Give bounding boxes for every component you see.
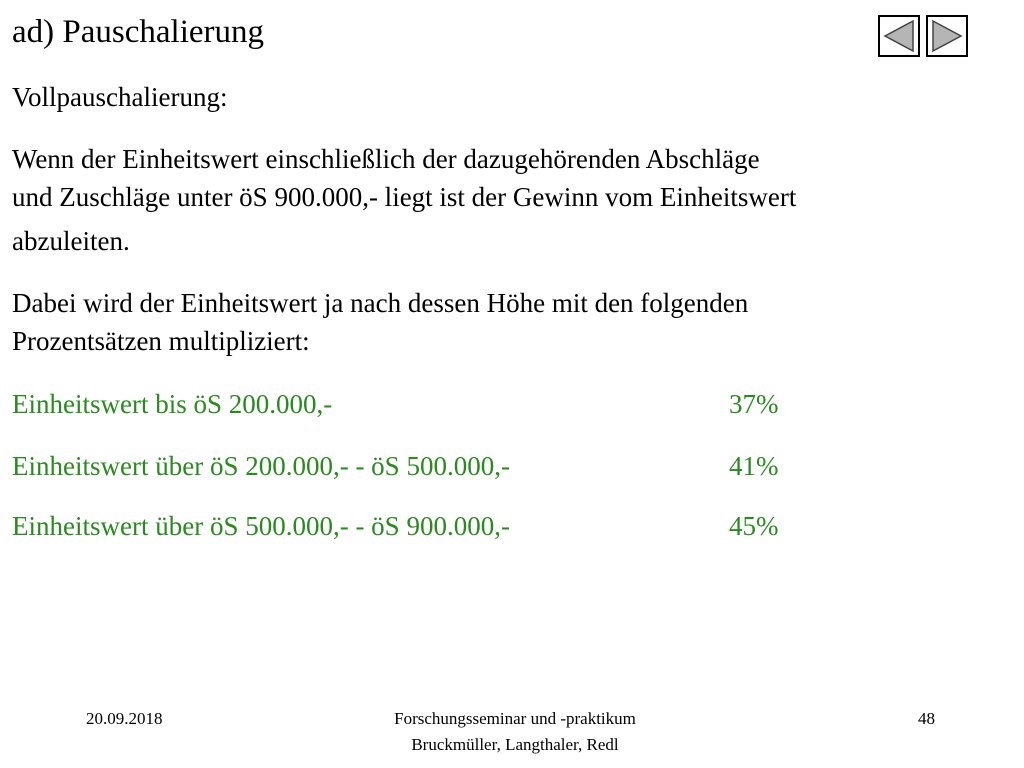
footer-course-title: Forschungsseminar und -praktikum xyxy=(394,709,636,728)
rate-label: Einheitswert über öS 500.000,- - öS 900.000,- xyxy=(12,511,510,541)
rate-row xyxy=(12,384,812,424)
next-slide-button[interactable] xyxy=(926,15,968,57)
paragraph-1-line-3: abzuleiten. xyxy=(12,226,130,256)
rate-label: Einheitswert über öS 200.000,- - öS 500.000,- xyxy=(12,451,510,481)
paragraph-1-line-2: und Zuschläge unter öS 900.000,- liegt ist der Gewinn vom Einheitswert xyxy=(12,182,797,212)
slide-title: ad) Pauschalierung xyxy=(12,14,264,50)
footer-course xyxy=(300,706,730,758)
triangle-right-icon xyxy=(930,19,964,53)
triangle-left-icon xyxy=(882,19,916,53)
paragraph-1-line-1: Wenn der Einheitswert einschließlich der dazugehörenden Abschläge xyxy=(12,144,760,174)
rate-label: Einheitswert bis öS 200.000,- xyxy=(12,389,333,419)
paragraph-2-line-1: Dabei wird der Einheitswert ja nach dessen Höhe mit den folgenden xyxy=(12,288,749,318)
footer-page-number: 48 xyxy=(918,709,935,728)
rate-percent: 45% xyxy=(729,511,779,541)
paragraph-2-line-2: Prozentsätzen multipliziert: xyxy=(12,326,310,356)
subtitle-vollpauschalierung: Vollpauschalierung: xyxy=(12,82,228,112)
footer-authors: Bruckmüller, Langthaler, Redl xyxy=(411,735,619,754)
rate-row xyxy=(12,506,812,546)
footer-date: 20.09.2018 xyxy=(86,709,163,728)
rate-percent: 37% xyxy=(729,389,779,419)
rate-percent: 41% xyxy=(729,451,779,481)
previous-slide-button[interactable] xyxy=(878,15,920,57)
rate-row xyxy=(12,446,812,486)
slide-navigation xyxy=(878,15,968,57)
